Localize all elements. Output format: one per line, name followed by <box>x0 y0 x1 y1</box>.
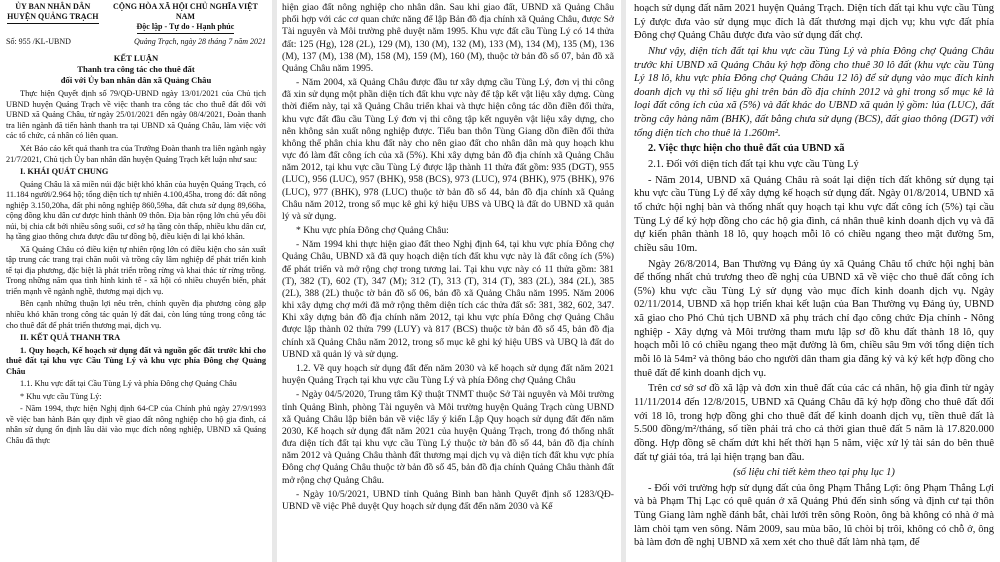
document-page-1 <box>0 0 272 562</box>
subsection-heading: 1. Quy hoạch, Kế hoạch sử dụng đất và nguồn gốc đất trước khi cho thuê đất tại khu vực Cầu Tùng Lý và khu vực phía Đông chợ Quảng Châu <box>6 345 266 376</box>
paragraph: 2.1. Đối với diện tích đất tại khu vực cầu Tùng Lý <box>648 159 859 171</box>
document-header <box>6 2 266 34</box>
paragraph: - Năm 1994 khi thực hiện giao đất theo Nghị định 64, tại khu vực phía Đông chợ Quảng Châu, UBND xã đã quy hoạch diện tích đất khu vực này là đất công ích (5%) để phát triển và mở rộng chợ trong tương lai. Tại khu vực này có 11 thửa gồm: 381 (T), 382 (T), 602 (T), 347 (M); 312 (T), 313 (T), 314 (T), 383 (2L), 384 (2L), 385 (2L), 388 (2L) thuộc tờ bản đồ số 06, bản đồ xã Quảng Châu năm 1995. Năm 2006 khi xây dựng chợ mới đã mở rộng thêm diện tích các thửa đất số: 381, 382, 602, 347. Khi xây dựng bản đồ địa chính năm 2012, tại khu vực phía Đông chợ Quảng Châu được lập thành 02 thửa 799 (LUY) và 817 (BCS) thuộc tờ bản đồ số 45, bản đồ địa chính xã Quảng Châu năm 2012, trong sổ mục kê ghi ký hiệu UBS và UBQ là đất do UBND xã quản lý và sử dụng. <box>282 239 614 360</box>
document-title <box>6 53 266 85</box>
paragraph: Quảng Châu là xã miền núi đặc biệt khó khăn của huyện Quảng Trạch, có 11.184 người/2.964 hộ; tổng diện tích tự nhiên 4.100,45ha, trong đó: đất nông nghiệp 3.150,20ha, đất phi nông nghiệp 860,59ha, đất chưa sử dụng 89,66ha, cộng đồng khu dân cư được hình thành 09 thôn. Địa bàn rộng lớn chủ yếu đồi núi, bị chia cắt bởi nhiều sông suối, cơ sở hạ tầng còn thấp, nhiều khu dân cư, hạ tầng giao thông chưa được đầu tư đồng bộ, điều kiện đi lại khó khăn. <box>6 179 266 242</box>
nation-line-1: CỘNG HÒA XÃ HỘI CHỦ NGHĨA VIỆT NAM <box>113 2 258 21</box>
paragraph-italic: Như vậy, diện tích đất tại khu vực cầu Tùng Lý và phía Đông chợ Quảng Châu trước khi UBND xã Quảng Châu ký hợp đồng cho thuê 30 lô đất (khu vực cầu Tùng Lý 18 lô, khu vực phía Đông chợ Quảng Châu 12 lô) để sử dụng vào mục đích kinh doanh dịch vụ thì số liệu ghi trên bản đồ địa chính 2012 và ghi trong sổ mục kê là loại đất công ích của xã (5%) và đất khác do UBND xã quản lý gồm: lúa (LUC), đất trồng cây hàng năm (BHK), đất bằng chưa sử dụng (BCS), đất giao thông (DGT) với tổng diện tích cho thuê là 1.260m². <box>634 45 994 139</box>
doc-number: Số: 955 /KL-UBND <box>6 37 71 46</box>
paragraph: - Ngày 04/5/2020, Trung tâm Kỹ thuật TNMT thuộc Sở Tài nguyên và Môi trường tỉnh Quảng Bình, phòng Tài nguyên và Môi trường huyện Quảng Trạch cùng UBND xã Quảng Châu lập biên bản về việc lấy ý kiến Lập Quy hoạch sử dụng đất đến năm 2030, Kế hoạch sử dụng đất năm 2021 của huyện Quảng Trạch, trong đó thống nhất đưa diện tích đất tại khu vực cầu Tùng Lý thuộc tờ bản đồ số 44, bản đồ địa chính năm 2012 và Quảng Châu thành đất thương mại dịch vụ và diện tích đất khu vực phía Đông chợ Quảng Châu thuộc tờ bản đồ số 45, bản đồ địa chính Quảng Châu thành đất mở rộng chợ Quảng Châu. <box>282 389 614 486</box>
agency-line-1: ỦY BAN NHÂN DÂN <box>15 2 91 11</box>
paragraph: - Đối với trường hợp sử dụng đất của ông Phạm Thắng Lợi: ông Phạm Thắng Lợi và bà Phạm Thị Lạc có quê quán ở xã Quảng Phú đến sinh sống và định cư tại thôn Tùng Giang làm nghề đánh bắt, chài lưới trên sông Roòn, ông bà không có nhà ở mà làm chòi tạm ven sông. Năm 2009, sau mùa bão, lũ chòi bị trôi, không có chỗ ở, ông bà làm đơn đề nghị UBND xã xem xét cho thuê đất làm nhà tạm, để <box>634 482 994 549</box>
paragraph: - Năm 2014, UBND xã Quảng Châu rà soát lại diện tích đất không sử dụng tại khu vực cầu Tùng Lý để xây dựng kế hoạch sử dụng đất. Ngày 01/8/2014, UBND xã tổ chức hội nghị bàn và thống nhất quy hoạch tại khu vực đất công ích (5%) tại cầu Tùng Lý để ký hợp đồng cho các hộ gia đình, cá nhân thuê kinh doanh dịch vụ và đã dự kiến phân thành 18 lô, quy hoạch mỗi lô có chiều ngang theo mặt đường 5m, chiều sâu 10m. <box>634 174 994 254</box>
paragraph: * Khu vực phía Đông chợ Quảng Châu: <box>296 225 449 237</box>
paragraph: - Năm 2004, xã Quảng Châu được đầu tư xây dựng cầu Tùng Lý, đơn vị thi công đã xin sử dụng một phần diện tích đất khu vực này để tập kết vật liệu xây dựng. Cùng thời điểm này, tại xã Quảng Châu triển khai và thực hiện công tác dồn điền đổi thửa, khu vực đất đầu cầu Tùng Lý đơn vị thi công tập kết nguyên vật liệu xây dựng, cho nên không sản xuất nông nghiệp được. Tiểu ban thôn Tùng Giang dồn điền đổi thửa không thể phân chia khu đất này cho nên giao đất cho nhân dân mà quy hoạch khu vực đó làm đất công ích của xã (5%). Khi xây dựng bản đồ địa chính xã Quảng Châu năm 2012, tại khu vực cầu Tùng Lý được lập thành 11 thửa đất gồm: 935 (DGT), 955 (LUC), 956 (LUC), 957 (BHK), 958 (BCS), 973 (LUC), 974 (BHK), 975 (BHK), 976 (LUC), 977 (BHK), 978 (LUC) thuộc tờ bản đồ số 44, bản đồ địa chính xã Quảng Châu năm 2012, trong sổ mục kê ghi ký hiệu UBS và UBQ là đất do UBND xã quản lý và sử dụng. <box>282 77 614 222</box>
paragraph: Ngày 26/8/2014, Ban Thường vụ Đảng ủy xã Quảng Châu tổ chức hội nghị bàn để thống nhất chủ trương theo đề nghị của UBND xã về việc cho thuê đất công ích (5%) khu vực cầu Tùng Lý sử dụng vào mục đích kinh doanh dịch vụ. Ngày 02/11/2014, UBND xã họp triển khai kết luận của Ban Thường vụ Đảng ủy, UBND xã giao cho Phó Chủ tịch UBND xã phụ trách chỉ đạo công chức Địa chính - Nông nghiệp - Xây dựng và Môi trường tham mưu lập sơ đồ khu đất thành 18 lô, quy hoạch mỗi lô có chiều ngang theo mặt đường là 6m, chiều sâu 9m với tổng diện tích mỗi lô là 54m² và thông báo cho người dân tham gia đăng ký và ký kết hợp đồng cho thuê đất để kinh doanh dịch vụ. <box>634 258 994 379</box>
appendix-note: (số liệu chi tiết kèm theo tại phụ lục 1) <box>733 467 895 479</box>
paragraph: hiện giao đất nông nghiệp cho nhân dân. Sau khi giao đất, UBND xã Quảng Châu phối hợp với các cơ quan chức năng để lập Bản đồ địa chính xã Quảng Châu, được Sở Tài nguyên và Môi trường phê duyệt năm 1995. Khu vực đất cầu Tùng Lý có 14 thửa đất: 125 (Hg), 128 (2L), 129 (M), 130 (M), 132 (M), 133 (M), 134 (M), 135 (M), 136 (M), 137 (M), 138 (M), 158 (M), 159 (M), 160 (M), thuộc tờ bản đồ số 07, bản đồ xã Quảng Châu năm 1995. <box>282 2 614 74</box>
section-heading: 2. Việc thực hiện cho thuê đất của UBND xã <box>648 143 845 155</box>
section-heading: II. KẾT QUẢ THANH TRA <box>20 333 121 343</box>
paragraph: Xét Báo cáo kết quả thanh tra của Trưởng Đoàn thanh tra liên ngành ngày 21/7/2021, Chủ tịch Ủy ban nhân dân huyện Quảng Trạch kết luận như sau: <box>6 144 266 164</box>
paragraph: * Khu vực cầu Tùng Lý: <box>20 391 102 401</box>
paragraph: Thực hiện Quyết định số 79/QĐ-UBND ngày 13/01/2021 của Chủ tịch UBND huyện Quảng Trạch về việc thanh tra công tác cho thuê đất đối với UBND xã Quảng Châu, từ ngày 25/01/2021 đến ngày 08/4/2021, Đoàn thanh tra liên ngành đã tiến hành thanh tra tại UBND xã Quảng Châu, làm việc với các tổ chức, cá nhân có liên quan. <box>6 89 266 141</box>
document-page-3 <box>628 0 1000 562</box>
nation-block <box>105 2 266 34</box>
title-line-1: KẾT LUẬN <box>113 53 159 64</box>
page-divider <box>621 0 626 562</box>
paragraph: Trên cơ sở sơ đồ xã lập và đơn xin thuê đất của các cá nhân, hộ gia đình từ ngày 11/11/2014 đến 12/8/2015, UBND xã Quảng Châu đã ký hợp đồng cho thuê đất đối với 18 lô, trong hợp đồng ghi cho thuê đất để kinh doanh dịch vụ, tiền thuê đất là 5.500 đồng/m²/tháng, số tiền phải trả cho cả thời gian thuê đất 5 năm là 17.820.000 đồng. Hợp đồng sẽ chấm dứt khi hết thời hạn 5 năm, việc xử lý tài sản do bên thuê đất tự giải tỏa, trả lại hiện trạng ban đầu. <box>634 383 994 463</box>
paragraph: - Ngày 10/5/2021, UBND tỉnh Quảng Bình ban hành Quyết định số 1283/QĐ-UBND về việc Phê duyệt Quy hoạch sử dụng đất đến năm 2030 và Kế <box>282 488 614 512</box>
agency-block <box>6 2 100 34</box>
paragraph: - Năm 1994, thực hiện Nghị định 64-CP của Chính phủ ngày 27/9/1993 về việc ban hành Bản quy định về giao đất nông nghiệp cho hộ gia đình, cá nhân sử dụng ổn định lâu dài vào mục đích nông nghiệp, UBND xã Quảng Châu đã thực <box>6 404 266 445</box>
paragraph: hoạch sử dụng đất năm 2021 huyện Quảng Trạch. Diện tích đất tại khu vực cầu Tùng Lý được đưa vào sử dụng mục đích là đất thương mại dịch vụ; khu vực đất phía Đông chợ Quảng Châu được đưa vào sử dụng đất chợ. <box>634 3 994 42</box>
agency-line-2: HUYỆN QUẢNG TRẠCH <box>7 12 98 24</box>
doc-date: Quảng Trạch, ngày 28 tháng 7 năm 2021 <box>134 37 266 46</box>
title-line-3: đối với Ủy ban nhân dân xã Quảng Châu <box>60 74 212 85</box>
paragraph: 1.2. Về quy hoạch sử dụng đất đến năm 2030 và kế hoạch sử dụng đất năm 2021 huyện Quảng Trạch tại khu vực cầu Tùng Lý và phía Đông chợ Quảng Châu <box>282 362 614 387</box>
document-page-2 <box>276 0 620 562</box>
paragraph: 1.1. Khu vực đất tại Cầu Tùng Lý và phía Đông chợ Quảng Châu <box>20 379 237 389</box>
nation-line-2: Độc lập - Tự do - Hạnh phúc <box>137 22 235 34</box>
section-heading: I. KHÁI QUÁT CHUNG <box>20 167 109 177</box>
title-line-2: Thanh tra công tác cho thuê đất <box>77 63 195 74</box>
paragraph: Xã Quảng Châu có điều kiện tự nhiên rộng lớn có điều kiện cho sản xuất tập trung các trang trại chăn nuôi và trồng cây lâm nghiệp để phát triển kinh tế tại địa phương, đặc biệt là phát triển trồng rừng và khai thác từ rừng trồng. Trong những năm qua tình hình kinh tế - xã hội có nhiều chuyển biến, phát triển mạnh về ngành nghề, thương mại dịch vụ. <box>6 244 266 296</box>
paragraph: Bên cạnh những thuận lợi nêu trên, chính quyền địa phương còng gặp nhiều khó khăn trong công tác quản lý đất đai, còn lúng túng trong công tác cho thuê đất để phát triển thương mại, dịch vụ. <box>6 299 266 330</box>
